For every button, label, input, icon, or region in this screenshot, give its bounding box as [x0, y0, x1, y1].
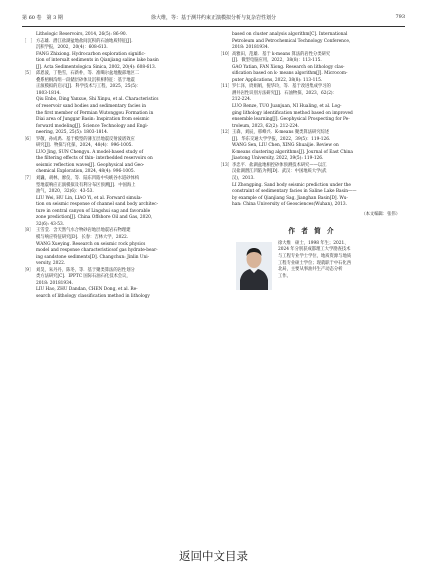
- reference-line: Qiu Enbo, Ding Yanxue, Shi Xinpu, et al. Characteristics: [36, 97, 159, 103]
- right-column: [218, 32, 406, 301]
- reference-line: K-means clustering algorithms[J]. Journal of East China: [232, 149, 353, 155]
- reference-line: 刘昊，朱丹丹，陈冬，等．基于聚类算法的岩性划分: [36, 267, 135, 273]
- reference-line: [J]. Acta Sedimentologica Sinica, 2002, 20(4): 608-613.: [36, 64, 157, 70]
- reference-number: ［5］: [22, 71, 34, 77]
- reference-line: Jiaotong University, 2022, 39(5): 119-126.: [232, 156, 324, 162]
- header-volume-issue: 第 60 卷 第 3 期: [22, 15, 63, 21]
- author-bio-line: 工程专业硕士学位；现就职于中石化西: [278, 260, 352, 266]
- reference-entry: [218, 130, 406, 163]
- reference-entry: [218, 52, 406, 85]
- header-title: 徐大维，等：基于测井约束正演模拟分析与复杂岩性划分: [150, 15, 276, 21]
- reference-list: [218, 52, 406, 209]
- author-photo: [236, 242, 272, 290]
- reference-line: model and response characteristicsof gas hydrate-bear-: [36, 248, 158, 254]
- reference-line: of reservoir sand bodies and sedimentary facies in: [36, 104, 147, 110]
- reference-number: ［11］: [218, 84, 233, 90]
- reference-entry: [218, 84, 406, 130]
- reference-line: 邱恩波，丁艳雪，石新朴，等．准噶尔盆地腹部地区二: [36, 71, 140, 77]
- reference-line: search of lithology classification method in lithology: [36, 293, 150, 299]
- reference-line: 研究[J]．物探与化探，2024，48(4)：996-1005.: [36, 143, 133, 149]
- back-to-contents-link[interactable]: 返回中文目录: [179, 549, 248, 563]
- reference-line: 李忠平．盐湖盆地相控砂体预测技术研究——以江: [232, 162, 327, 168]
- reference-line: by example of Qianjiang Sag, Jianghan Basin[D]. Wu-: [232, 195, 348, 201]
- reference-line: the first member of Permian Wutonggou Formation in: [36, 110, 154, 116]
- reference-line: constraint of sedimentary facies in Saline Lake Basin——: [232, 189, 357, 195]
- author-bio-line: 工作。: [278, 273, 291, 279]
- reference-line: versity, 2022.: [36, 261, 66, 267]
- reference-line: 2018: 20181934.: [232, 45, 269, 51]
- reference-line: LIU Hao, ZHU Dandan, CHEN Dong, et al. Re-: [36, 287, 138, 293]
- reference-line: ing sandstone sediments[D]. Changchun: Jinlin Uni-: [36, 254, 150, 260]
- author-bio-line: 与工程专业学士学位，地质资源与地质: [278, 253, 352, 259]
- reference-number: ［6］: [22, 136, 34, 142]
- reference-entry: [22, 71, 210, 136]
- reference-line: 32(6): 43-53.: [36, 221, 65, 227]
- author-bio-line: 北局，主要从事油井生产动态分析: [278, 267, 343, 273]
- reference-line: 2018: 20181934.: [36, 280, 73, 286]
- reference-number: ［8］: [22, 228, 34, 234]
- author-bio-line: 2024 年分别获成都理工大学勘查技术: [278, 247, 351, 253]
- reference-number: ［ ］: [22, 38, 35, 44]
- reference-line: 正演模拟的启示[J]．科学技术与工程，2025，25(5)：: [36, 84, 141, 90]
- reference-line: WANG Sen, LIU Chen, XING Shuaijie. Review on: [232, 143, 339, 149]
- reference-line: Diai area of Junggar Basin: Inspiration from seismic: [36, 117, 150, 123]
- reference-line: 212-224.: [232, 97, 252, 103]
- reference-line: 汉盐湖潜江凹陷为例[D]．武汉：中国地质大学(武: [232, 169, 327, 175]
- reference-line: chemical Exploration, 2024, 48(4): 996-1005.: [36, 169, 135, 175]
- left-column: [22, 32, 210, 300]
- reference-line: ensemble learning[J]. Geophysical Prospecting for Pe-: [232, 117, 350, 123]
- reference-line: 测井岩性识别方法研究[J]．石油物探，2023，62(2)：: [232, 90, 337, 96]
- reference-number: ［9］: [22, 267, 34, 273]
- reference-line: based on cluster analysis algorithm[C]. International: [232, 32, 348, 37]
- reference-line: tion on seismic response of channel sand body architec-: [36, 202, 159, 208]
- header-divider: [22, 26, 405, 27]
- reference-line: neering, 2025, 25(5): 1803-1814.: [36, 130, 109, 136]
- reference-line: ging lithology identification method based on improved: [232, 110, 353, 116]
- reference-line: GAO Yatian, FAN Xiong. Research on lithology clas-: [232, 64, 345, 70]
- reference-line: 沉积学报，2002，20(4)：608-613.: [36, 45, 108, 51]
- editor-note: （本文编辑：张伟）: [361, 211, 400, 217]
- author-profile: [218, 241, 406, 301]
- reference-line: zone prediction[J]. China Offshore Oil and Gas, 2020,: [36, 215, 153, 221]
- reference-entry: [22, 39, 210, 72]
- reference-line: 类方法研究[C]．IPPTC 国际石油石化技术会议，: [36, 274, 131, 280]
- reference-number: ［13］: [218, 162, 233, 168]
- reference-line: puter Applications, 2022, 38(8): 113-115.: [232, 77, 323, 83]
- reference-list: [22, 39, 210, 301]
- reference-line: 王森，刘辰，邢峰兴．K-means 聚类算法研究综述: [232, 130, 330, 136]
- reference-entry: [22, 268, 210, 301]
- reference-line: 方志雄．潜江盐湖盆地盐间沉积的石油地质特征[J]．: [36, 38, 136, 44]
- reference-line: Petroleum and Petrochemical Technology Conference,: [232, 38, 351, 44]
- author-bio-line: 徐大维 硕士，1998 年生；2021、: [278, 240, 349, 246]
- page-number: 793: [395, 14, 405, 20]
- reference-entry: [22, 137, 210, 176]
- reference-line: 罗敬，孙成禹．基于模型的薄互层地震反射波谱效应: [36, 136, 135, 142]
- author-section-heading: 作 者 简 介: [288, 227, 336, 236]
- reference-line: 1803-1814.: [36, 90, 61, 96]
- reference-entry: [22, 228, 210, 267]
- reference-line: WANG Xueying. Research on seismic rock physics: [36, 241, 146, 247]
- reference-line: FANG Zhixiong. Hydrocarbon exploration signific-: [36, 51, 146, 57]
- reference-number: ［10］: [218, 51, 233, 57]
- reference-line: LI Zhongping. Sand body seismic prediction under the: [232, 182, 351, 188]
- reference-line: forward modeling[J]. Science Technology and Engi-: [36, 123, 149, 129]
- reference-line: 罗仁泽，庹娟娟，倪华玲，等．基于改进集成学习的: [232, 84, 331, 90]
- reference-number: ［12］: [218, 130, 233, 136]
- reference-line: Lithologic Reservoirs, 2014, 26(5): 86-90.: [36, 32, 127, 37]
- author-bio: [278, 241, 406, 280]
- reference-line: 叠系梧桐沟组一段储层砂体及沉积相特征：基于地震: [36, 77, 135, 83]
- reference-line: seismic reflection waves[J]. Geophysical and Geo-: [36, 162, 145, 168]
- reference-line: LUO Renze, TUO Juanjuan, NI Hualing, et al. Log-: [232, 104, 342, 110]
- reference-line: the filtering effects of thin- interbedded reservoirs on: [36, 156, 153, 162]
- reference-line: 汉)，2013.: [232, 176, 255, 182]
- reference-continuation: [218, 32, 406, 52]
- running-header: [22, 14, 405, 24]
- reference-line: ture in central canyon of Lingshui sag and favorable: [36, 208, 151, 214]
- reference-line: sification based on k- means algorithm[J]. Microcom-: [232, 71, 348, 77]
- reference-entry: [218, 163, 406, 209]
- reference-line: tion of intersalt sediments in Qianjiang saline lake basin: [36, 58, 159, 64]
- reference-line: [J]．华东交通大学学报，2022，39(5)：119-126.: [232, 136, 331, 142]
- reference-line: LIU Wei, HU Lin, LIAO Yi, et al. Forward simula-: [36, 195, 143, 201]
- reference-line: han: China University of Geosciences(Wuhan), 2013.: [232, 202, 347, 208]
- reference-line: troleum, 2023, 62(2): 212-224.: [232, 123, 300, 129]
- reference-line: [J]．微型电脑应用，2022，38(8)：113-115.: [232, 58, 322, 64]
- reference-line: 油气，2020，32(6)：43-53.: [36, 189, 94, 195]
- reference-line: 刘巍，胡林，廖仪，等．陆东凹陷中央峡谷水道砂体构: [36, 176, 140, 182]
- reference-line: 型地震响应正演模拟及有利分布区预测[J]．中国海上: [36, 182, 136, 188]
- reference-line: 高雅田，范雄．基于 k-means 算法的岩性分类研究: [232, 51, 331, 57]
- reference-number: ［7］: [22, 176, 34, 182]
- author-portrait-image: [236, 242, 272, 290]
- reference-entry: [22, 176, 210, 228]
- reference-line: 王雪莹．含天然气水合物砂岩地层地震岩石物理建: [36, 228, 131, 234]
- reference-line: 模与响应特征研究[D]．长春：吉林大学，2022.: [36, 234, 129, 240]
- reference-line: LUO Jing, SUN Chengyu. A model-based study of: [36, 149, 144, 155]
